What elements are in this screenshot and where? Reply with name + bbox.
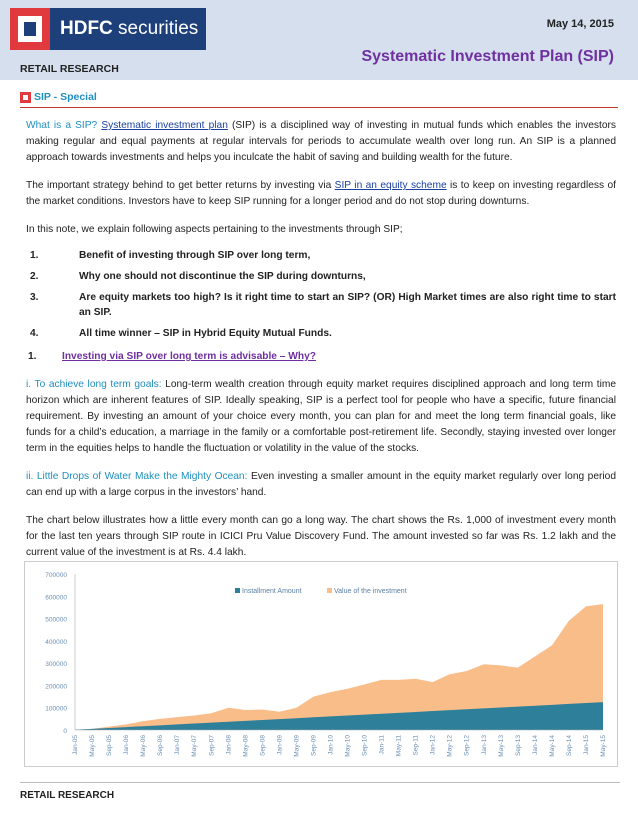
legend-swatch xyxy=(327,588,332,593)
divider xyxy=(20,107,618,108)
x-tick-label: Jan-06 xyxy=(123,735,131,755)
intro-paragraph: What is a SIP? Systematic investment plan (SIP) is a disciplined way of investing in mutual funds which enables the investors making regular and equal payments at regular intervals for periods to accumulate wealth over long run. An SIP is a planned approach towards investments and helps you inculcate the habit of saving and building wealth for the future. xyxy=(26,120,616,163)
x-tick-label: Sep-12 xyxy=(463,735,471,756)
sip-link[interactable]: Systematic investment plan xyxy=(101,120,228,131)
section-heading: 1. Investing via SIP over long term is advisable – Why? xyxy=(26,349,616,365)
hdfc-logo: HDFC securities xyxy=(10,8,206,50)
strategy-paragraph: The important strategy behind to get better returns by investing via SIP in an equity scheme is to keep on investing regardless of the market conditions. Investors have to keep SIP running for a longer period and do not stop during downturns. xyxy=(26,180,616,207)
y-tick-label: 600000 xyxy=(45,594,67,602)
chart-description: The chart below illustrates how a little every month can go a long way. The chart shows the Rs. 1,000 of investment every month for the last ten years through SIP route in ICICI Pru Value Discovery Fund. The amount invested so far was Rs. 1.2 lakh and the current value of the investment is at Rs. 4.4 lakh. xyxy=(26,515,616,558)
document-body xyxy=(26,118,616,573)
list-item: 3. Are equity markets too high? Is it right time to start an SIP? (OR) High Market times are also right time to start an SIP. xyxy=(30,292,616,318)
x-tick-label: May-15 xyxy=(600,735,607,757)
note-paragraph: In this note, we explain following aspects pertaining to the investments through SIP; xyxy=(26,224,403,235)
x-tick-label: May-09 xyxy=(293,735,301,757)
list-item: 4. All time winner – SIP in Hybrid Equity Mutual Funds. xyxy=(30,328,332,339)
x-tick-label: May-13 xyxy=(497,735,505,757)
x-tick-label: Sep-11 xyxy=(412,735,420,756)
list-item: 2. Why one should not discontinue the SIP during downturns, xyxy=(30,271,366,282)
x-tick-label: Jan-10 xyxy=(327,735,335,755)
y-tick-label: 100000 xyxy=(45,705,67,713)
drops-paragraph: ii. Little Drops of Water Make the Mighty Ocean: Even investing a smaller amount in the equity market regularly over long period can end up with a large corpus in the investors’ hand. xyxy=(26,471,616,498)
chart-svg xyxy=(25,562,617,766)
x-tick-label: Jan-15 xyxy=(582,735,590,755)
x-tick-label: May-14 xyxy=(548,735,556,757)
x-tick-label: Sep-07 xyxy=(208,735,216,756)
x-tick-label: Sep-13 xyxy=(514,735,522,756)
department-label: RETAIL RESEARCH xyxy=(20,63,119,75)
hdfc-mark-icon xyxy=(20,92,31,103)
header-band xyxy=(0,0,638,80)
x-tick-label: Jan-14 xyxy=(531,735,539,755)
y-tick-label: 700000 xyxy=(45,572,67,579)
legend-label: Value of the investment xyxy=(334,588,407,595)
section-label: SIP - Special xyxy=(20,91,97,103)
logo-mark-icon xyxy=(10,8,50,50)
legend-label: Installment Amount xyxy=(242,588,302,595)
x-tick-label: Jan-09 xyxy=(276,735,284,755)
x-tick-label: May-10 xyxy=(344,735,352,757)
y-tick-label: 200000 xyxy=(45,683,67,691)
legend-swatch xyxy=(235,588,240,593)
x-tick-label: Jan-05 xyxy=(72,735,79,755)
goals-paragraph: i. To achieve long term goals: Long-term wealth creation through equity market requires disciplined approach and long term time horizon which are inherent features of SIP. Ideally speaking, SIP is a perfect tool for people who have a specific, future financial requirement. By investing an amount of your choice every month, you can plan for and meet the long term financial goals, like funds for a child’s education, a marriage in the family or a comfortable post-retirement life. Secondly, staying invested over longer term in the equities helps to handle the fluctuation or volatility in the value of the stocks. xyxy=(26,379,616,454)
y-tick-label: 400000 xyxy=(45,638,67,646)
x-tick-label: May-08 xyxy=(242,735,250,757)
sip-chart xyxy=(24,561,618,767)
x-tick-label: Sep-09 xyxy=(310,735,318,756)
x-tick-label: May-07 xyxy=(191,735,199,757)
page-title: Systematic Investment Plan (SIP) xyxy=(361,48,614,65)
x-tick-label: Jan-11 xyxy=(378,735,386,755)
x-tick-label: Sep-08 xyxy=(259,735,267,756)
x-tick-label: May-12 xyxy=(446,735,454,757)
x-tick-label: Sep-10 xyxy=(361,735,369,756)
equity-scheme-link[interactable]: SIP in an equity scheme xyxy=(334,180,447,191)
section-link[interactable]: Investing via SIP over long term is advisable – Why? xyxy=(62,351,317,362)
x-tick-label: Jan-08 xyxy=(225,735,233,755)
x-tick-label: Jan-12 xyxy=(429,735,437,755)
report-date: May 14, 2015 xyxy=(546,18,614,30)
x-tick-label: Jan-07 xyxy=(174,735,182,755)
list-item: 1. Benefit of investing through SIP over long term, xyxy=(30,250,311,261)
aspects-list xyxy=(26,248,616,341)
x-tick-label: Sep-14 xyxy=(565,735,573,756)
y-tick-label: 300000 xyxy=(45,661,67,669)
footer-divider xyxy=(20,782,620,783)
footer-label: RETAIL RESEARCH xyxy=(20,790,115,801)
y-tick-label: 500000 xyxy=(45,616,67,624)
x-tick-label: May-05 xyxy=(89,735,97,757)
x-tick-label: Sep-05 xyxy=(106,735,114,756)
x-tick-label: Jan-13 xyxy=(480,735,488,755)
x-tick-label: May-06 xyxy=(140,735,148,757)
x-tick-label: May-11 xyxy=(395,735,403,757)
y-tick-label: 0 xyxy=(63,728,67,735)
x-tick-label: Sep-06 xyxy=(157,735,165,756)
